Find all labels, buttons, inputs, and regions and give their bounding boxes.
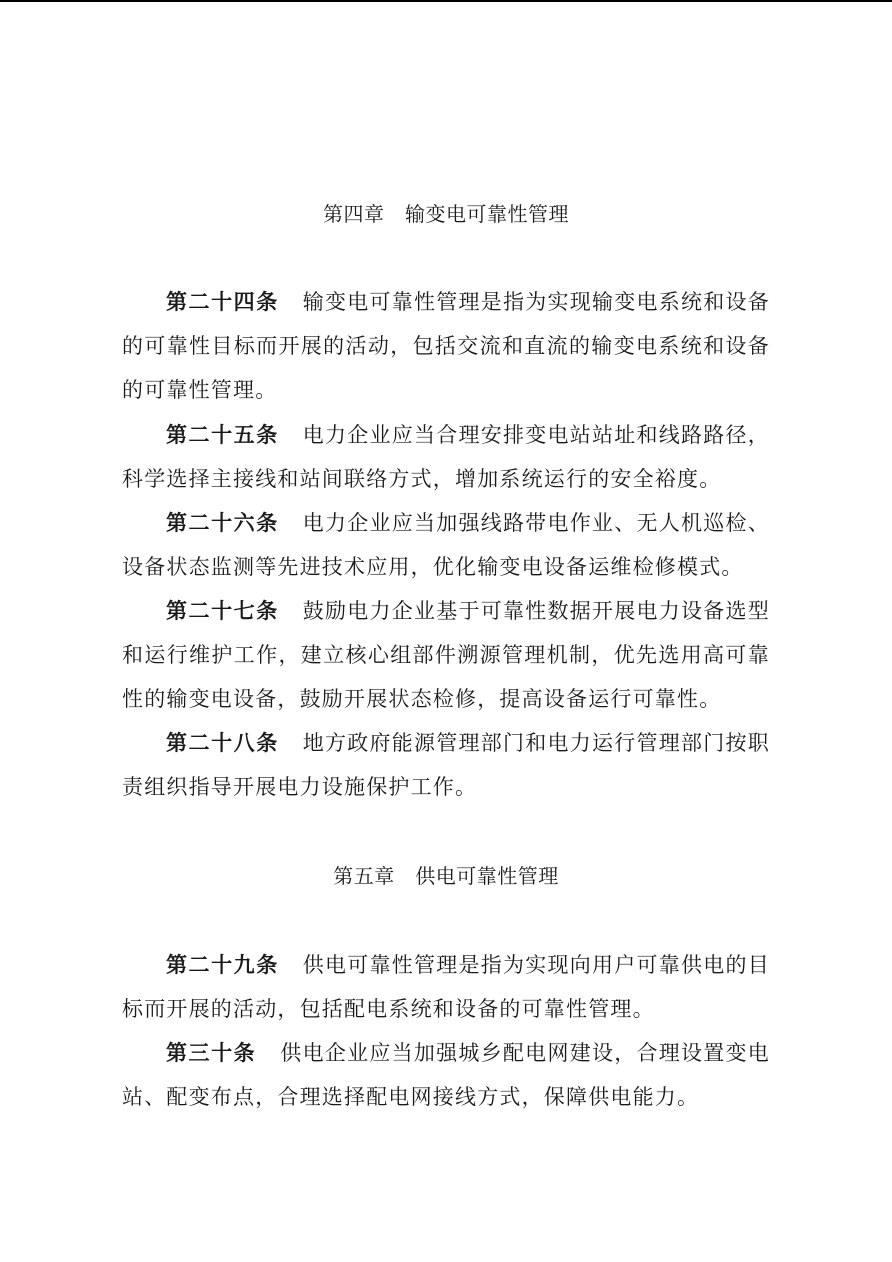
article-text: 供电可靠性管理是指为实现向用户可靠供电的目标而开展的活动，包括配电系统和设备的可靠性管理。 (122, 953, 770, 1021)
article-number: 第二十九条 (166, 953, 279, 977)
article-text: 供电企业应当加强城乡配电网建设，合理设置变电站、配变布点，合理选择配电网接线方式，保障供电能力。 (122, 1041, 770, 1109)
chapter-5-title: 第五章 供电可靠性管理 (333, 864, 559, 888)
article-24 (122, 280, 770, 412)
article-number: 第二十八条 (166, 731, 279, 755)
article-text: 电力企业应当加强线路带电作业、无人机巡检、设备状态监测等先进技术应用，优化输变电设备运维检修模式。 (122, 511, 770, 579)
article-27 (122, 589, 770, 721)
article-29 (122, 943, 770, 1031)
article-number: 第三十条 (166, 1041, 257, 1065)
top-border-rule (0, 0, 892, 2)
article-26 (122, 501, 770, 589)
chapter-4-title: 第四章 输变电可靠性管理 (323, 202, 569, 226)
article-25 (122, 413, 770, 501)
article-text: 地方政府能源管理部门和电力运行管理部门按职责组织指导开展电力设施保护工作。 (122, 731, 770, 799)
article-28 (122, 721, 770, 809)
article-number: 第二十六条 (166, 511, 279, 535)
article-number: 第二十四条 (166, 290, 279, 314)
article-number: 第二十七条 (166, 599, 279, 623)
article-text: 鼓励电力企业基于可靠性数据开展电力设备选型和运行维护工作，建立核心组部件溯源管理机制，优先选用高可靠性的输变电设备，鼓励开展状态检修，提高设备运行可靠性。 (122, 599, 770, 711)
article-text: 输变电可靠性管理是指为实现输变电系统和设备的可靠性目标而开展的活动，包括交流和直流的输变电系统和设备的可靠性管理。 (122, 290, 770, 402)
article-number: 第二十五条 (166, 423, 279, 447)
article-30 (122, 1031, 770, 1119)
article-text: 电力企业应当合理安排变电站站址和线路路径，科学选择主接线和站间联络方式，增加系统运行的安全裕度。 (122, 423, 770, 491)
